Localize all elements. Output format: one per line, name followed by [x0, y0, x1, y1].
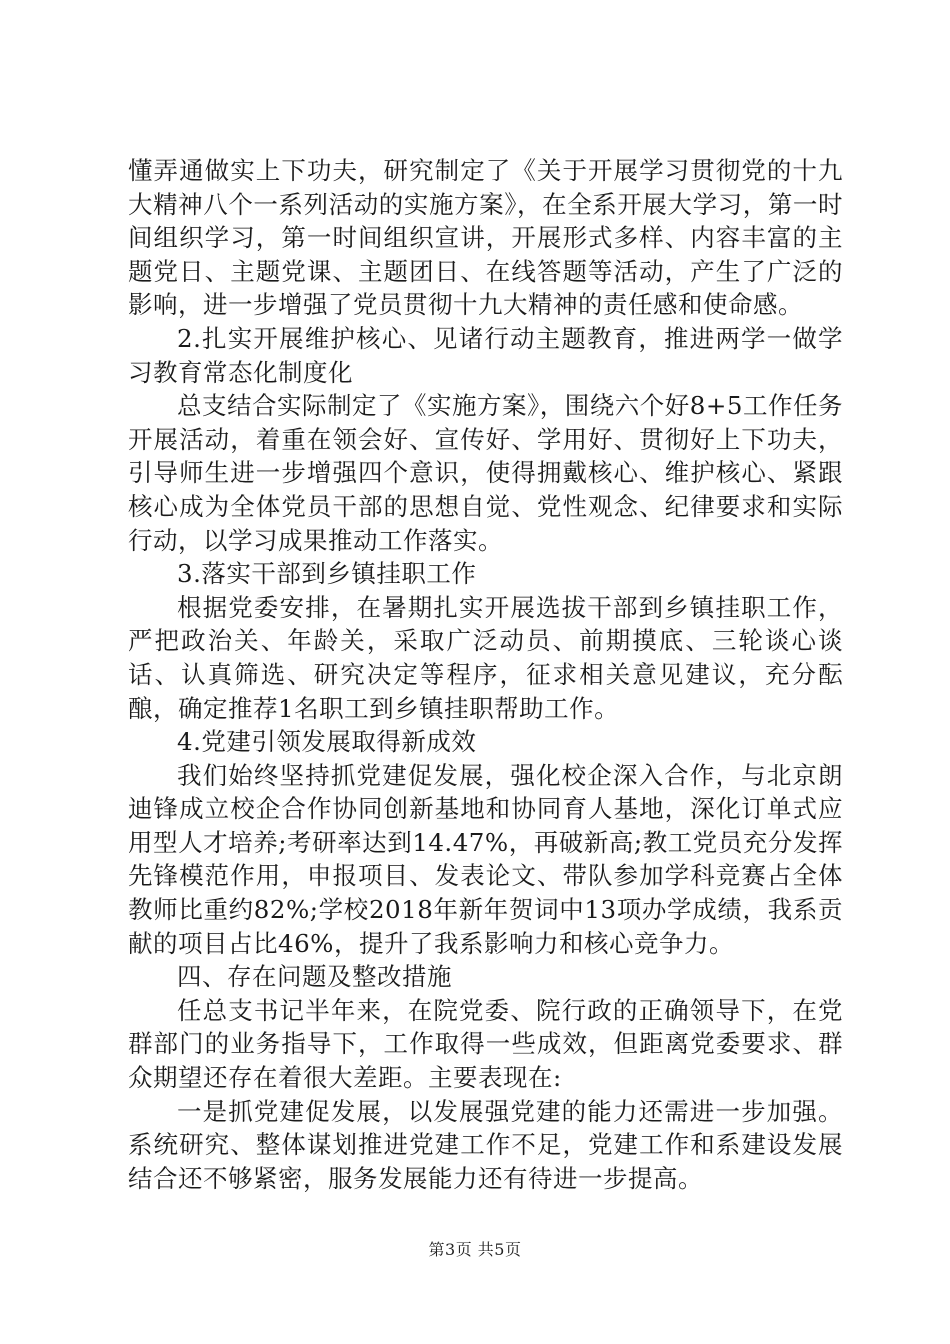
subheading-2: 2.扎实开展维护核心、见诸行动主题教育，推进两学一做学习教育常态化制度化	[128, 323, 843, 387]
subheading-3: 3.落实干部到乡镇挂职工作	[177, 559, 477, 589]
subheading-4: 4.党建引领发展取得新成效	[177, 727, 477, 757]
section-heading-4: 四、存在问题及整改措施	[177, 962, 452, 992]
paragraph-2: 总支结合实际制定了《实施方案》，围绕六个好8+5工作任务开展活动，着重在领会好、宣传好、学用好、贯彻好上下功夫，引导师生进一步增强四个意识，使得拥戴核心、维护核心、紧跟核心成为全体党员干部的思想自觉、党性观念、纪律要求和实际行动，以学习成果推动工作落实。	[128, 391, 843, 555]
paragraph-4: 我们始终坚持抓党建促发展，强化校企深入合作，与北京朗迪锋成立校企合作协同创新基地和协同育人基地，深化订单式应用型人才培养;考研率达到14.47%，再破新高;教工党员充分发挥先锋模范作用，申报项目、发表论文、带队参加学科竞赛占全体教师比重约82%;学校2018年新年贺词中13项办学成绩，我系贡献的项目占比46%，提升了我系影响力和核心竞争力。	[128, 760, 843, 958]
paragraph-continued: 懂弄通做实上下功夫，研究制定了《关于开展学习贯彻党的十九大精神八个一系列活动的实施方案》，在全系开展大学习，第一时间组织学习，第一时间组织宣讲，开展形式多样、内容丰富的主题党日、主题党课、主题团日、在线答题等活动，产生了广泛的影响，进一步增强了党员贯彻十九大精神的责任感和使命感。	[128, 156, 843, 320]
paragraph-6: 一是抓党建促发展，以发展强党建的能力还需进一步加强。系统研究、整体谋划推进党建工作不足，党建工作和系建设发展结合还不够紧密，服务发展能力还有待进一步提高。	[128, 1096, 843, 1193]
page-footer	[0, 1240, 950, 1260]
page-number-label: 第3页 共5页	[428, 1240, 522, 1259]
paragraph-3: 根据党委安排，在暑期扎实开展选拔干部到乡镇挂职工作，严把政治关、年龄关，采取广泛动员、前期摸底、三轮谈心谈话、认真筛选、研究决定等程序，征求相关意见建议，充分酝酿，确定推荐1名职工到乡镇挂职帮助工作。	[128, 592, 843, 723]
document-body	[128, 154, 843, 1195]
paragraph-5: 任总支书记半年来，在院党委、院行政的正确领导下，在党群部门的业务指导下，工作取得一些成效，但距离党委要求、群众期望还存在着很大差距。主要表现在:	[128, 995, 843, 1093]
